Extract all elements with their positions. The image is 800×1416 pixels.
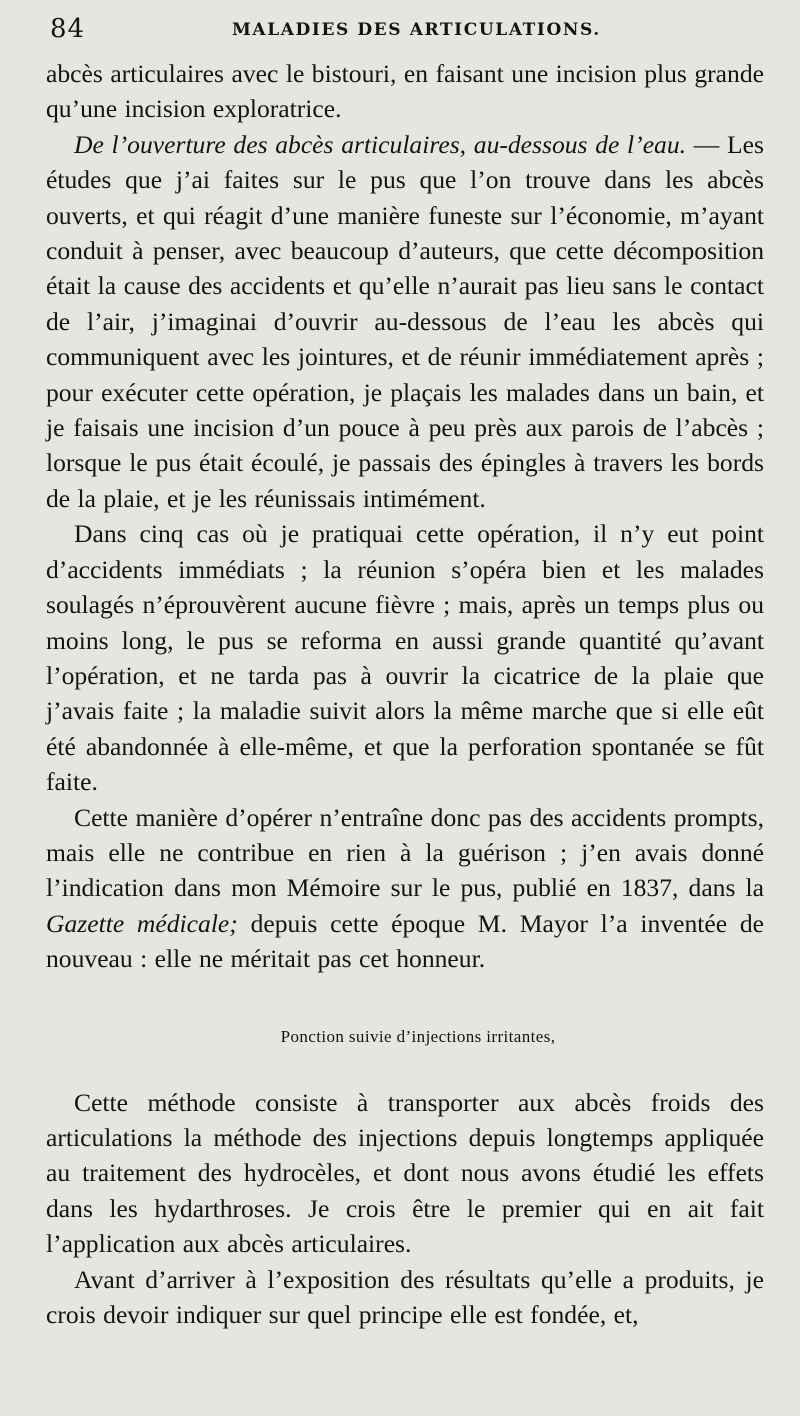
paragraph-underwater-opening <box>46 127 764 516</box>
body-text <box>46 56 764 977</box>
running-head: MALADIES DES ARTICULATIONS. <box>232 20 601 40</box>
page-header <box>46 0 764 56</box>
paragraph-body-a: Cette manière d’opérer n’entraîne donc pas des accidents prompts, mais elle ne contribue en rien à la guérison ; j’en avais donné l’indication dans mon Mémoire sur le pus, publié en 1837, dans la <box>46 802 764 903</box>
paragraph-continued: abcès articulaires avec le bistouri, en faisant une incision plus grande qu’une incision exploratrice. <box>46 59 764 124</box>
paragraph-heading-italic: De l’ouverture des abcès articulaires, au-dessous de l’eau. <box>74 129 687 159</box>
page-number: 84 <box>50 14 86 44</box>
paragraph-conclusion <box>46 800 764 977</box>
body-text-2 <box>46 1085 764 1333</box>
paragraph-body-b: depuis cette époque M. Mayor l’a inventée de nouveau : elle ne méritait pas cet honneur. <box>46 908 764 974</box>
paragraph-five-cases: Dans cinq cas où je pratiquai cette opération, il n’y eut point d’accidents immédiats ; la réunion s’opéra bien et les malades soulagés n’éprouvèrent aucune fièvre ; mais, après un temps plus ou moins long, le pus se reforma en aussi grande quantité qu’avant l’opération, et ne tarda pas à ouvrir la cicatrice de la plaie que j’avais faite ; la maladie suivit alors la même marche que si elle eût été abandonnée à elle-même, et que la perforation spontanée se fût faite. <box>46 519 764 797</box>
paragraph-method: Cette méthode consiste à transporter aux abcès froids des articulations la méthode des injections depuis longtemps appliquée au traitement des hydrocèles, et dont nous avons étudié les effets dans les hydarthroses. Je crois être le premier qui en ait fait l’application aux abcès articulaires. <box>46 1087 764 1259</box>
citation-italic: Gazette médicale; <box>46 908 238 938</box>
paragraph-principle: Avant d’arriver à l’exposition des résultats qu’elle a produits, je crois devoir indiquer sur quel principe elle est fondée, et, <box>46 1264 764 1329</box>
paragraph-body: — Les études que j’ai faites sur le pus que l’on trouve dans les abcès ouverts, et qui réagit d’une manière funeste sur l’économie, m’ayant conduit à penser, avec beaucoup d’auteurs, que cette décomposition était la cause des accidents et qu’elle n’aurait pas lieu sans le contact de l’air, j’imaginai d’ouvrir au-dessous de l’eau les abcès qui communiquent avec les jointures, et de réunir immédiatement après ; pour exécuter cette opération, je plaçais les malades dans un bain, et je faisais une incision d’un pouce à peu près aux parois de l’abcès ; lorsque le pus était écoulé, je passais des épingles à travers les bords de la plaie, et je les réunissais intimément. <box>46 129 764 513</box>
section-title: Ponction suivie d’injections irritantes, <box>280 1026 556 1046</box>
